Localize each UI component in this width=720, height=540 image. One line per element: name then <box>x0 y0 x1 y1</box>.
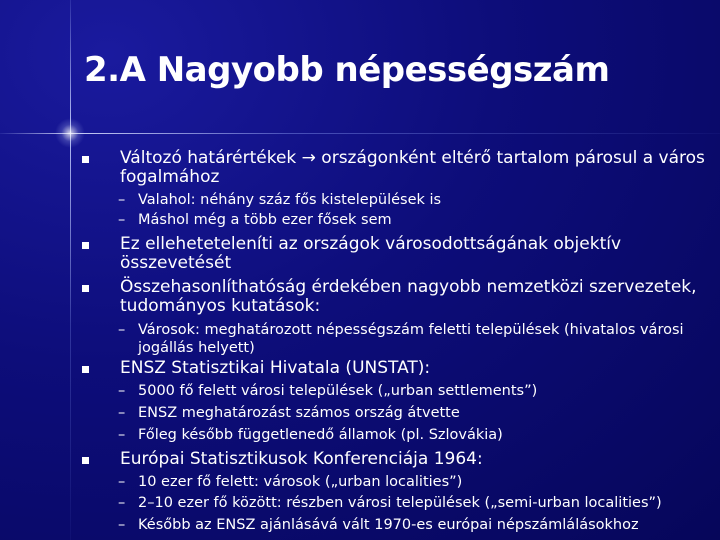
sub-bullet-dash: – <box>118 322 126 338</box>
bullet-marker <box>82 242 89 249</box>
decorative-vertical-line <box>70 0 71 540</box>
bullet-marker <box>82 457 89 464</box>
slide-title: 2.A Nagyobb népességszám <box>84 50 610 90</box>
bullet-marker <box>82 285 89 292</box>
bullet-text: ENSZ Statisztikai Hivatala (UNSTAT): <box>120 358 431 378</box>
decorative-glow <box>55 118 85 148</box>
sub-bullet-dash: – <box>118 212 126 228</box>
sub-bullet-dash: – <box>118 495 126 511</box>
bullet-text: Ez elleheteteleníti az országok városodottságának objektív összevetését <box>120 234 622 273</box>
sub-bullet-text: 2–10 ezer fő között: részben városi települések („semi-urban localities”) <box>138 495 662 511</box>
sub-bullet-text: 5000 fő felett városi települések („urban settlements”) <box>138 383 538 399</box>
sub-bullet-dash: – <box>118 427 126 443</box>
sub-bullet-text: Valahol: néhány száz fős kistelepülések is <box>138 192 442 208</box>
bullet-text: Európai Statisztikusok Konferenciája 1964: <box>120 449 483 469</box>
sub-bullet-text: Főleg később függetlenedő államok (pl. Szlovákia) <box>138 427 503 443</box>
sub-bullet-dash: – <box>118 383 126 399</box>
bullet-text: Változó határértékek → országonként eltérő tartalom párosul a város fogalmához <box>120 148 705 187</box>
sub-bullet-text: Városok: meghatározott népességszám feletti települések (hivatalos városi jogállás helyett) <box>138 322 684 356</box>
sub-bullet-text: 10 ezer fő felett: városok („urban localities”) <box>138 474 463 490</box>
bullet-marker <box>82 156 89 163</box>
sub-bullet-dash: – <box>118 405 126 421</box>
bullet-text: Összehasonlíthatóság érdekében nagyobb nemzetközi szervezetek, tudományos kutatások: <box>120 277 697 316</box>
sub-bullet-dash: – <box>118 517 126 533</box>
sub-bullet-text: Később az ENSZ ajánlásává vált 1970-es európai népszámlálásokhoz <box>138 517 639 533</box>
sub-bullet-text: Máshol még a több ezer fősek sem <box>138 212 392 228</box>
sub-bullet-text: ENSZ meghatározást számos ország átvette <box>138 405 460 421</box>
sub-bullet-dash: – <box>118 192 126 208</box>
decorative-horizontal-line <box>0 133 720 134</box>
sub-bullet-dash: – <box>118 474 126 490</box>
bullet-marker <box>82 366 89 373</box>
